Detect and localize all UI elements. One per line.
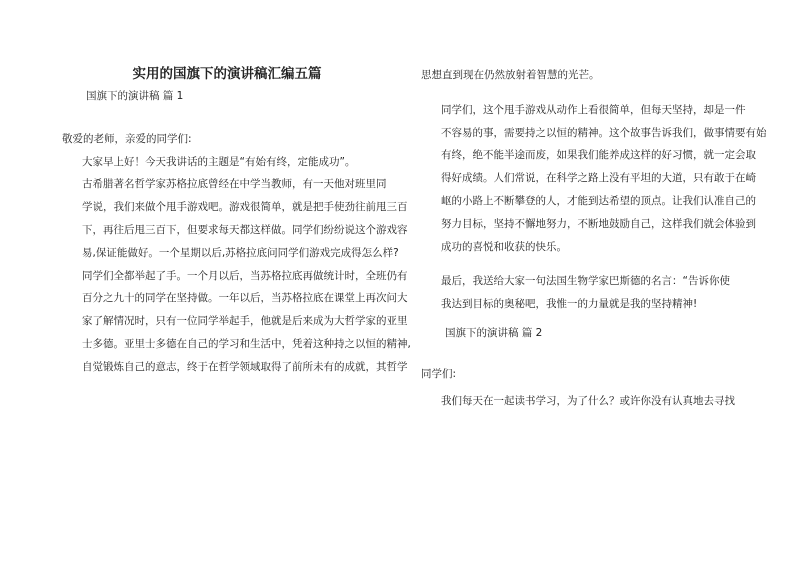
paragraph-reading [421,390,753,413]
text-line: 得好成绩。人们常说，在科学之路上没有平坦的大道，只有敢于在崎 [441,172,756,185]
text-line: 最后，我送给大家一句法国生物学家巴斯德的名言：“告诉你使 [441,275,730,288]
paragraph-socrates-story [62,173,411,378]
paragraph-continuation [421,64,753,87]
text-line: 百分之九十的同学在坚持做。一年以后，当苏格拉底在课堂上再次问大 [82,292,408,305]
greeting: 敬爱的老师，亲爱的同学们: [62,132,192,145]
text-line: 成功的喜悦和收获的快乐。 [441,240,567,253]
text-line: 不容易的事，需要持之以恒的精神。这个故事告诉我们，做事情要有始 [441,126,767,139]
left-column [62,63,411,379]
text-line: 大家早上好！今天我讲话的主题是“有始有终，定能成功”。 [82,155,356,168]
text-line: 我达到目标的奥秘吧，我惟一的力量就是我的坚持精神! [441,298,698,311]
text-line: 下，再往后甩三百下，但要求每天都这样做。同学们纷纷说这个游戏容 [82,223,408,236]
text-line: 我们每天在一起读书学习，为了什么？或许你没有认真地去寻找 [441,394,735,407]
greeting-2: 同学们: [421,367,457,380]
text-line: 自觉锻炼自己的意志，终于在哲学领域取得了前所未有的成就，其哲学 [82,360,408,373]
text-line: 士多德。亚里士多德在自己的学习和生活中，凭着这种持之以恒的精神, [82,337,411,350]
text-line: 努力目标，坚持不懈地努力，不断地鼓励自己，这样我们就会体验到 [441,217,756,230]
text-line: 学说，我们来做个甩手游戏吧。游戏很简单，就是把手使劲往前甩三百 [82,201,408,214]
text-line: 古希腊著名哲学家苏格拉底曾经在中学当教师，有一天他对班里同 [82,178,387,191]
text-line: 易,保证能做好。一个星期以后,苏格拉底问同学们游戏完成得怎么样? [82,246,399,259]
text-line: 家了解情况时，只有一位同学举起手，他就是后来成为大哲学家的亚里 [82,315,408,328]
text-line: 有终，绝不能半途而废，如果我们能养成这样的好习惯，就一定会取 [441,149,756,162]
text-line: 同学们全都举起了手。一个月以后，当苏格拉底再做统计时，全班仍有 [82,269,408,282]
text-line: 同学们，这个甩手游戏从动作上看很简单，但每天坚持，却是一件 [441,103,746,116]
document-title: 实用的国旗下的演讲稿汇编五篇 [132,66,322,82]
paragraph-lesson [421,99,767,259]
right-column [421,64,767,412]
paragraph-opening [62,151,392,174]
paragraph-closing-quote [421,270,753,316]
section-subtitle-1: 国旗下的演讲稿 篇 1 [86,90,184,102]
text-line: 岖的小路上不断攀登的人，才能到达希望的顶点。让我们认准自己的 [441,194,756,207]
text-line: 思想直到现在仍然放射着智慧的光芒。 [421,69,600,81]
section-subtitle-2: 国旗下的演讲稿 篇 2 [445,326,543,339]
